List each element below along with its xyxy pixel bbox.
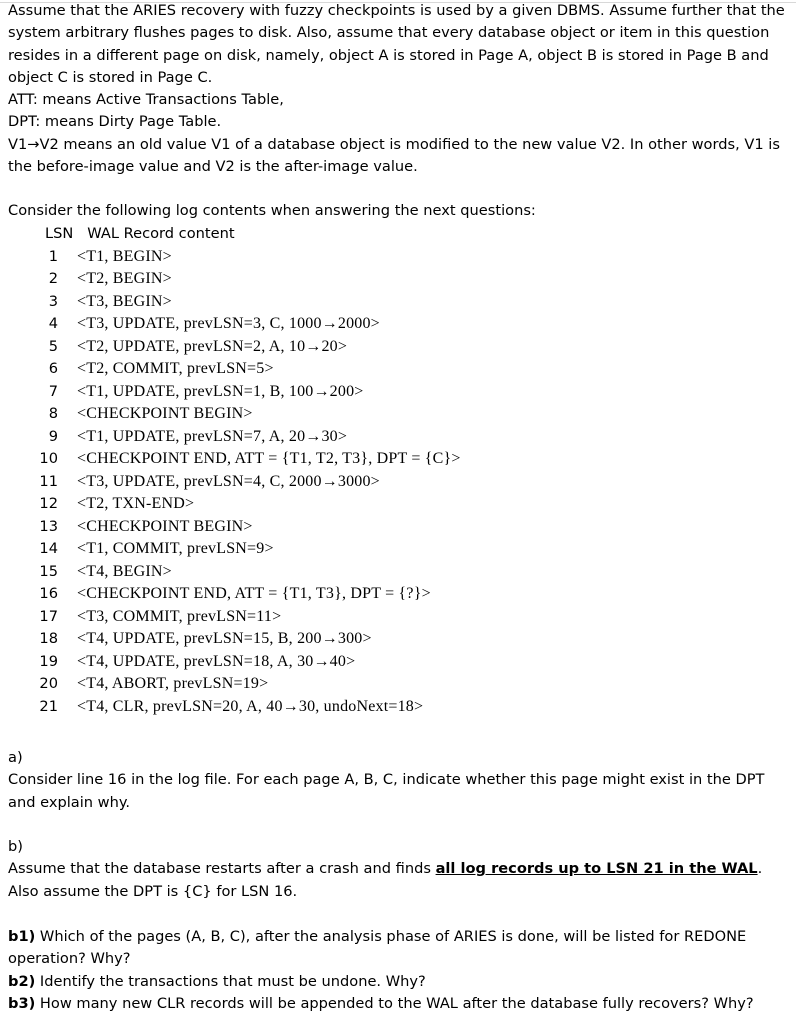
log-row-record: <T3, UPDATE, prevLSN=4, C, 2000→3000> xyxy=(77,472,380,490)
sub-questions xyxy=(8,926,790,1015)
log-row xyxy=(8,426,608,449)
log-row-lsn: 7 xyxy=(48,382,58,400)
log-row-record: <T2, COMMIT, prevLSN=5> xyxy=(77,360,274,377)
intro-section xyxy=(8,0,790,178)
question-b2 xyxy=(8,971,790,993)
log-row-lsn: 17 xyxy=(39,607,58,625)
log-row-record: <CHECKPOINT BEGIN> xyxy=(77,517,253,535)
log-row-record: <CHECKPOINT BEGIN> xyxy=(77,405,253,422)
question-b-label: b) xyxy=(8,838,23,855)
log-row-lsn: 19 xyxy=(39,652,58,670)
log-row-lsn: 10 xyxy=(39,450,58,467)
log-row xyxy=(8,313,608,336)
log-row xyxy=(8,561,608,584)
log-row-lsn: 20 xyxy=(39,675,58,692)
log-intro: Consider the following log contents when answering the next questions: xyxy=(8,202,536,219)
log-row-lsn: 21 xyxy=(39,697,58,715)
log-row xyxy=(8,471,608,494)
question-b-text-start: Assume that the database restarts after a crash and finds xyxy=(8,860,436,878)
log-row-record: <T4, UPDATE, prevLSN=18, A, 30→40> xyxy=(77,652,356,670)
log-row xyxy=(8,673,608,696)
log-row-record: <T4, UPDATE, prevLSN=15, B, 200→300> xyxy=(77,630,372,647)
log-rows xyxy=(8,246,608,719)
log-row-record: <T1, UPDATE, prevLSN=1, B, 100→200> xyxy=(77,382,364,400)
dpt-definition: DPT: means Dirty Page Table. xyxy=(8,113,222,131)
log-row-record: <CHECKPOINT END, ATT = {T1, T3}, DPT = {?}> xyxy=(77,585,431,602)
log-header xyxy=(45,223,235,245)
question-a-text: Consider line 16 in the log file. For each page A, B, C, indicate whether this page might exist in the DPT and explain why. xyxy=(8,771,765,811)
log-row-lsn: 6 xyxy=(48,360,58,377)
log-header-content: WAL Record content xyxy=(87,225,235,242)
log-row-record: <T4, BEGIN> xyxy=(77,562,172,580)
log-row xyxy=(8,448,608,471)
log-row-record: <T2, BEGIN> xyxy=(77,270,172,287)
log-row xyxy=(8,246,608,269)
log-header-lsn: LSN xyxy=(45,225,74,242)
log-row-lsn: 12 xyxy=(39,495,58,512)
log-row-lsn: 18 xyxy=(39,630,58,647)
question-b2-text: Identify the transactions that must be undone. Why? xyxy=(35,972,426,990)
question-b xyxy=(8,836,790,903)
log-row-lsn: 8 xyxy=(48,405,58,422)
log-row-record: <T1, COMMIT, prevLSN=9> xyxy=(77,540,274,557)
log-row xyxy=(8,696,608,719)
question-b1-text: Which of the pages (A, B, C), after the analysis phase of ARIES is done, will be listed for REDONE operation? Why? xyxy=(8,928,747,968)
log-row xyxy=(8,358,608,381)
att-definition: ATT: means Active Transactions Table, xyxy=(8,91,284,109)
question-b3-text: How many new CLR records will be appended to the WAL after the database fully recovers? Why? xyxy=(35,994,754,1012)
question-b1 xyxy=(8,926,790,971)
log-row-lsn: 15 xyxy=(39,562,58,580)
log-row xyxy=(8,291,608,314)
question-b3-label: b3) xyxy=(8,994,36,1012)
log-row xyxy=(8,583,608,606)
log-row-record: <T2, UPDATE, prevLSN=2, A, 10→20> xyxy=(77,337,348,355)
log-row xyxy=(8,336,608,359)
intro-paragraph: Assume that the ARIES recovery with fuzzy checkpoints is used by a given DBMS. Assume further that the system arbitrary flushes pages to disk. Also, assume that every database object or item in this question resides in a different page on disk, namely, object A is stored in Page A, object B is stored in Page B and object C is stored in Page C. xyxy=(8,2,785,86)
log-row-lsn: 1 xyxy=(48,247,58,265)
value-change-definition: V1→V2 means an old value V1 of a database object is modified to the new value V2. In other words, V1 is the before-image value and V2 is the after-image value. xyxy=(8,135,780,176)
log-row-record: <T3, UPDATE, prevLSN=3, C, 1000→2000> xyxy=(77,315,380,332)
question-b-text-end: . Also assume the DPT is {C} for LSN 16. xyxy=(8,860,763,900)
log-row xyxy=(8,381,608,404)
log-row-lsn: 9 xyxy=(48,427,58,445)
question-b3 xyxy=(8,993,790,1015)
log-row xyxy=(8,651,608,674)
log-row-record: <T2, TXN-END> xyxy=(77,495,195,512)
question-a xyxy=(8,747,790,814)
log-row-lsn: 13 xyxy=(39,517,58,535)
log-row-lsn: 4 xyxy=(48,315,58,332)
question-b2-label: b2) xyxy=(8,972,36,990)
log-row-record: <CHECKPOINT END, ATT = {T1, T2, T3}, DPT = {C}> xyxy=(77,450,461,467)
log-row-record: <T1, UPDATE, prevLSN=7, A, 20→30> xyxy=(77,427,348,445)
log-row xyxy=(8,516,608,539)
log-row xyxy=(8,493,608,516)
question-b1-label: b1) xyxy=(8,928,36,945)
log-row xyxy=(8,606,608,629)
log-row-lsn: 3 xyxy=(48,292,58,310)
log-row-lsn: 2 xyxy=(48,270,58,287)
log-row-record: <T1, BEGIN> xyxy=(77,247,172,265)
log-row xyxy=(8,538,608,561)
log-row-lsn: 14 xyxy=(39,540,58,557)
log-row-record: <T3, COMMIT, prevLSN=11> xyxy=(77,607,282,625)
log-row-record: <T4, ABORT, prevLSN=19> xyxy=(77,675,269,692)
log-row-lsn: 11 xyxy=(39,472,58,490)
log-row-record: <T3, BEGIN> xyxy=(77,292,172,310)
log-row xyxy=(8,268,608,291)
log-row-record: <T4, CLR, prevLSN=20, A, 40→30, undoNext=18> xyxy=(77,697,424,715)
question-b-emphasis: all log records up to LSN 21 in the WAL xyxy=(435,860,758,878)
question-b-text xyxy=(8,858,790,903)
log-row xyxy=(8,403,608,426)
question-a-label: a) xyxy=(8,749,23,766)
log-row-lsn: 5 xyxy=(48,337,58,355)
log-row-lsn: 16 xyxy=(39,585,58,602)
log-row xyxy=(8,628,608,651)
